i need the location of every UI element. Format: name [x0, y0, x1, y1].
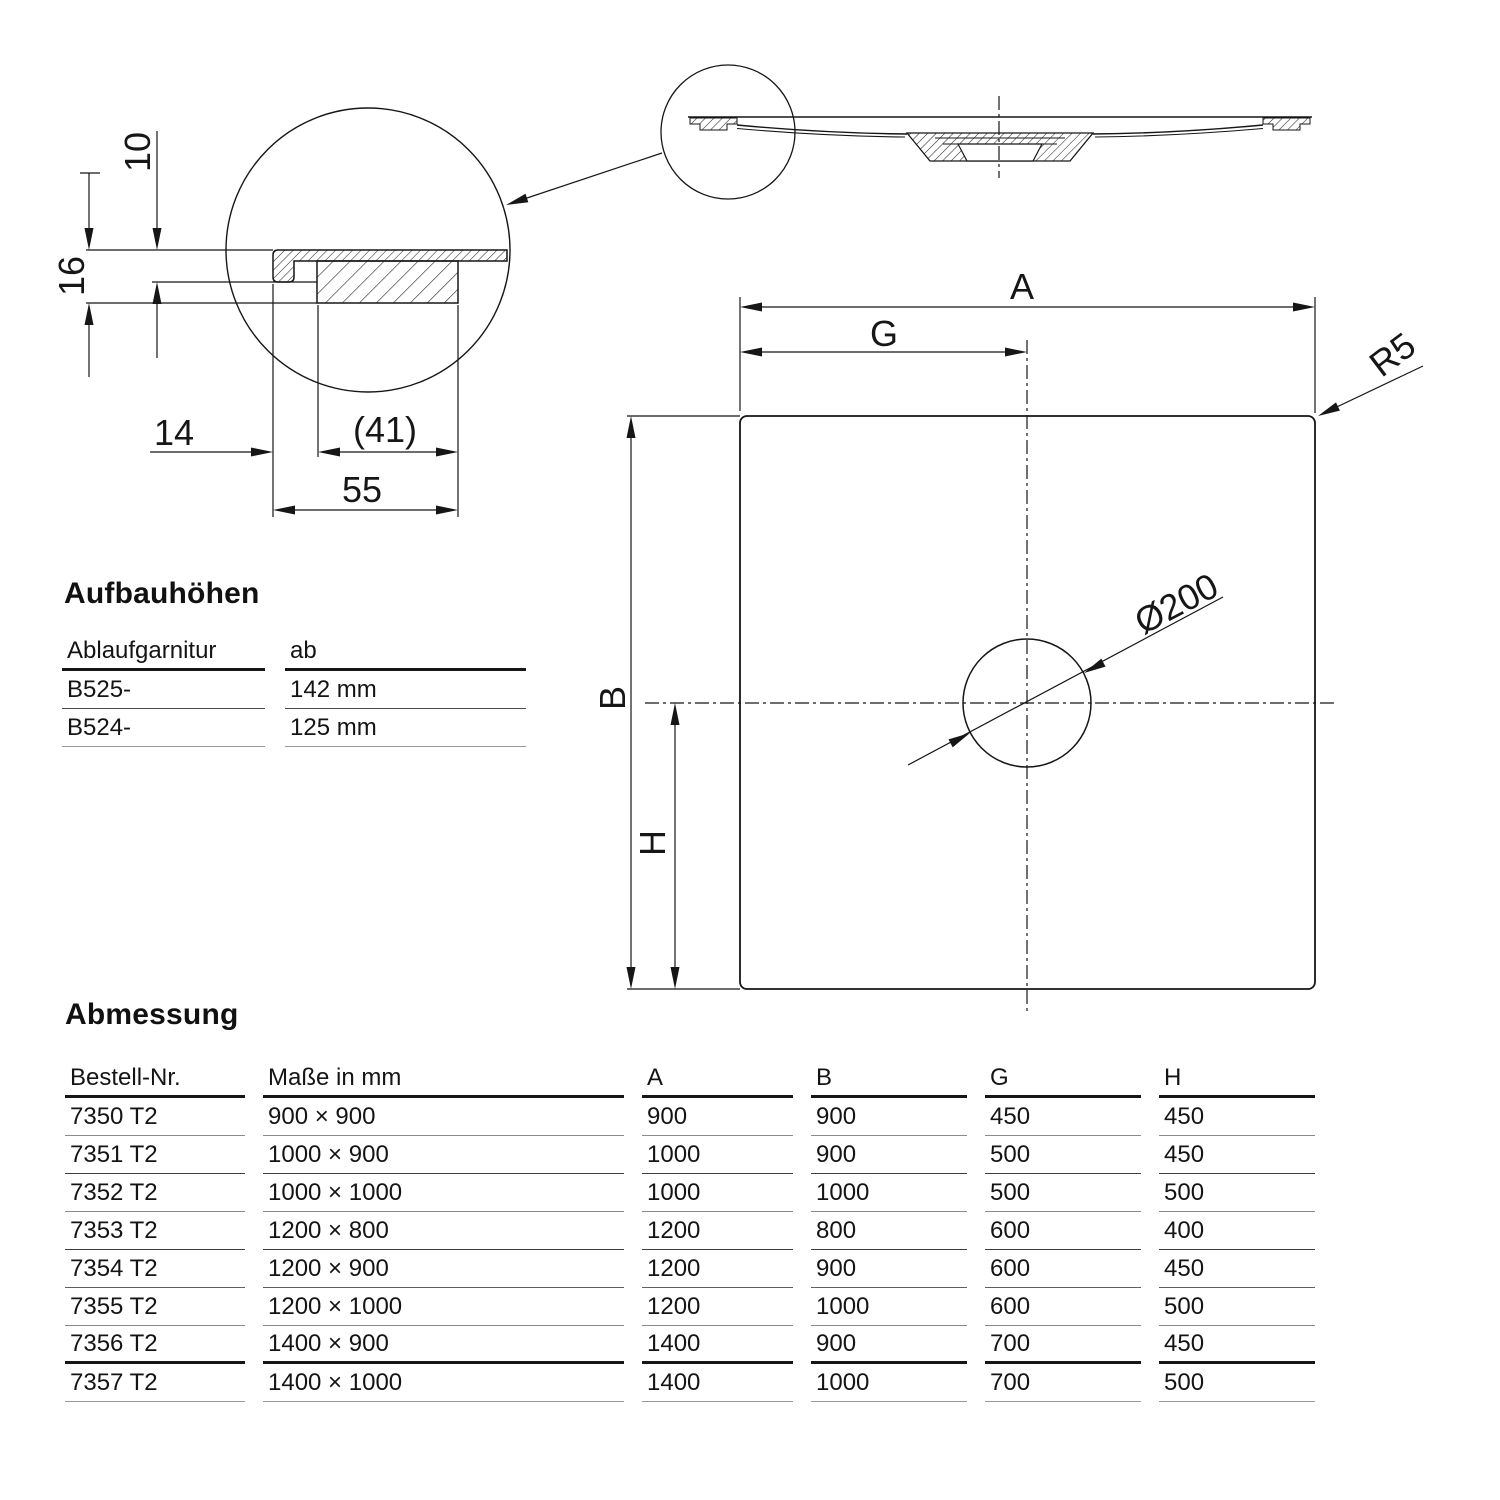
- cell: 7354 T2: [65, 1250, 245, 1288]
- cell: 7351 T2: [65, 1136, 245, 1174]
- cell: 1400 × 900: [263, 1326, 624, 1364]
- abmessung-title: Abmessung: [65, 998, 239, 1031]
- col-header: A: [642, 1060, 793, 1098]
- col-header: B: [811, 1060, 967, 1098]
- cell: 700: [985, 1326, 1141, 1364]
- edge-block-right: [1263, 118, 1310, 130]
- cell: 7350 T2: [65, 1098, 245, 1136]
- cell: 450: [985, 1098, 1141, 1136]
- cell: 1200 × 800: [263, 1212, 624, 1250]
- cell: 7353 T2: [65, 1212, 245, 1250]
- cell: 500: [1159, 1364, 1315, 1402]
- cell: 900: [811, 1326, 967, 1364]
- cell: 900: [811, 1098, 967, 1136]
- cell: 600: [985, 1212, 1141, 1250]
- edge-block-left: [690, 118, 737, 130]
- cell: 1400: [642, 1364, 793, 1402]
- cell: 800: [811, 1212, 967, 1250]
- cell: 1200 × 900: [263, 1250, 624, 1288]
- cell: 1000: [642, 1174, 793, 1212]
- cell: B525-: [62, 671, 265, 709]
- dim-label-55: 55: [341, 469, 383, 510]
- cell: 450: [1159, 1136, 1315, 1174]
- plan-arrowheads: [627, 303, 1340, 990]
- col-header: H: [1159, 1060, 1315, 1098]
- cell: 1200: [642, 1212, 793, 1250]
- cell: 1000: [811, 1174, 967, 1212]
- dim-label-A: A: [1009, 266, 1035, 307]
- detail-leader-arrow: [506, 194, 528, 205]
- dim-label-diameter: Ø200: [1127, 564, 1225, 643]
- cell: 900: [811, 1136, 967, 1174]
- table-row: [65, 1212, 1315, 1250]
- aufbauhoehen-table: [62, 633, 526, 747]
- col-header: ab: [285, 633, 526, 671]
- table-row: [65, 1288, 1315, 1326]
- cell: 1200: [642, 1250, 793, 1288]
- cell: 125 mm: [285, 709, 526, 747]
- table-row: [62, 671, 526, 709]
- cell: 500: [985, 1174, 1141, 1212]
- dim-label-41: (41): [352, 409, 418, 450]
- cell: 1200 × 1000: [263, 1288, 624, 1326]
- detail-extension-lines: [80, 131, 458, 517]
- table-row: [62, 709, 526, 747]
- plan-view-drawing: [592, 266, 1423, 1014]
- cell: 600: [985, 1288, 1141, 1326]
- table-row: [65, 1364, 1315, 1402]
- cell: 900 × 900: [263, 1098, 624, 1136]
- dim-label-16: 16: [51, 255, 92, 297]
- section-side-view: [506, 65, 1312, 205]
- cell: 1200: [642, 1288, 793, 1326]
- dim-label-10: 10: [117, 131, 158, 173]
- detail-leader-line: [509, 153, 662, 204]
- plan-extension-lines: [627, 297, 1315, 989]
- cell: 7356 T2: [65, 1326, 245, 1364]
- dim-label-R5: R5: [1361, 324, 1424, 385]
- drain-cup: [958, 144, 1042, 161]
- cell: 450: [1159, 1326, 1315, 1364]
- cell: B524-: [62, 709, 265, 747]
- cell: 1000: [811, 1288, 967, 1326]
- table-row: [65, 1250, 1315, 1288]
- cell: 7355 T2: [65, 1288, 245, 1326]
- cell: 600: [985, 1250, 1141, 1288]
- cell: 900: [642, 1098, 793, 1136]
- table-header-row: [65, 1060, 1315, 1098]
- cell: 7352 T2: [65, 1174, 245, 1212]
- dim-label-G: G: [869, 313, 899, 354]
- dim-label-B: B: [592, 685, 633, 711]
- cell: 450: [1159, 1098, 1315, 1136]
- cell: 142 mm: [285, 671, 526, 709]
- table-row: [65, 1098, 1315, 1136]
- col-header: Ablaufgarnitur: [62, 633, 265, 671]
- cell: 1400: [642, 1326, 793, 1364]
- dim-label-H: H: [632, 830, 673, 856]
- cell: 450: [1159, 1250, 1315, 1288]
- cell: 400: [1159, 1212, 1315, 1250]
- cell: 1000: [811, 1364, 967, 1402]
- table-row: [65, 1326, 1315, 1364]
- cell: 1000 × 1000: [263, 1174, 624, 1212]
- cell: 1000 × 900: [263, 1136, 624, 1174]
- col-header: G: [985, 1060, 1141, 1098]
- table-header-row: [62, 633, 526, 671]
- support-block-section: [317, 261, 458, 303]
- cell: 7357 T2: [65, 1364, 245, 1402]
- table-row: [65, 1174, 1315, 1212]
- cell: 500: [1159, 1174, 1315, 1212]
- col-header: Bestell-Nr.: [65, 1060, 245, 1098]
- col-header: Maße in mm: [263, 1060, 624, 1098]
- cell: 500: [1159, 1288, 1315, 1326]
- cell: 500: [985, 1136, 1141, 1174]
- cell: 1400 × 1000: [263, 1364, 624, 1402]
- table-row: [65, 1136, 1315, 1174]
- cell: 900: [811, 1250, 967, 1288]
- cell: 1000: [642, 1136, 793, 1174]
- dim-label-14: 14: [153, 412, 195, 453]
- aufbauhoehen-title: Aufbauhöhen: [64, 577, 260, 610]
- edge-detail-drawing: [51, 108, 510, 517]
- abmessung-table: [65, 1060, 1315, 1402]
- cell: 700: [985, 1364, 1141, 1402]
